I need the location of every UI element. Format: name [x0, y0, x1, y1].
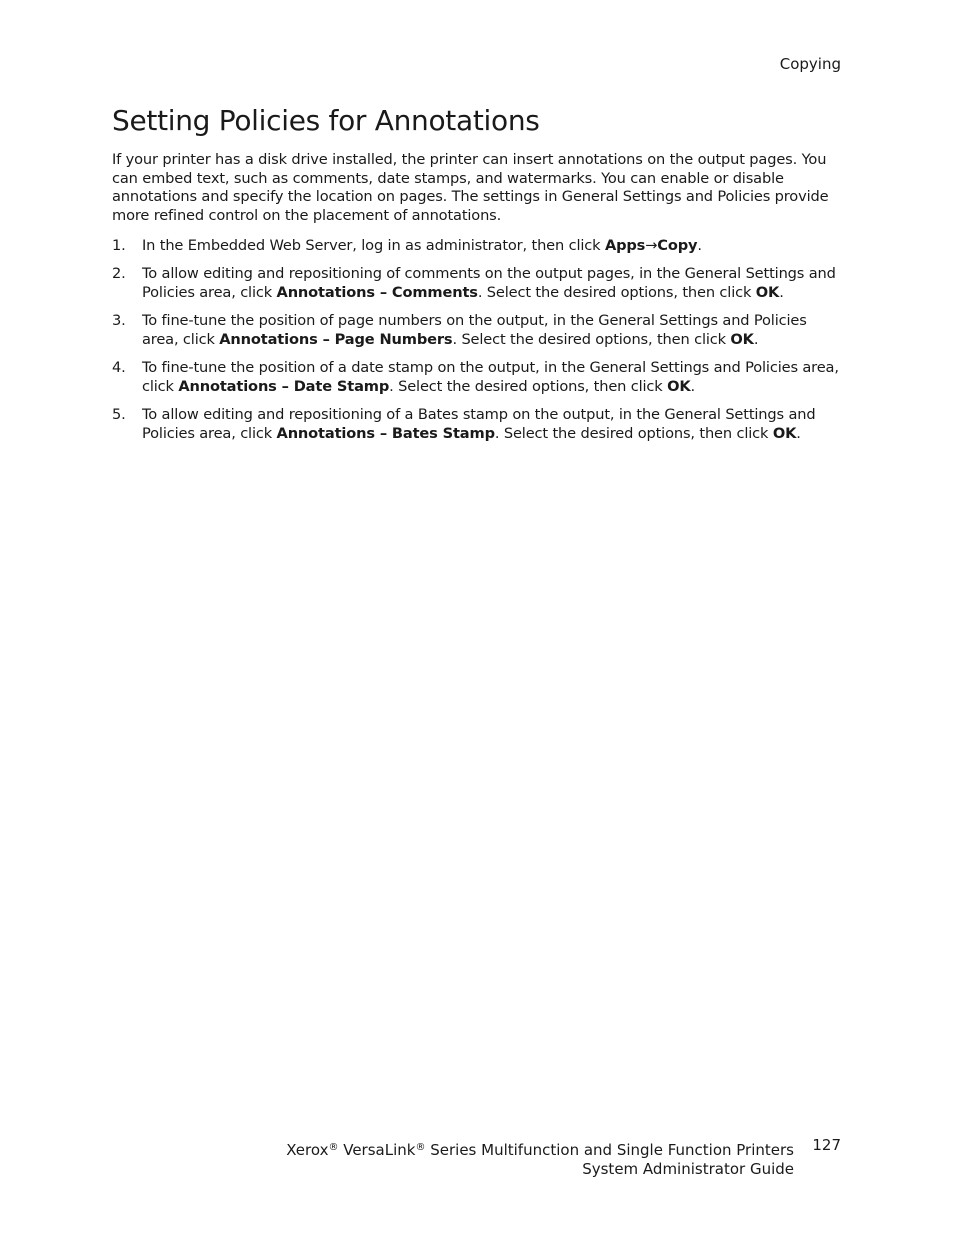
step-text-end: .: [753, 331, 759, 348]
step-setting-name: Annotations – Page Numbers: [219, 331, 453, 348]
step-ok-label: OK: [772, 425, 797, 442]
step-ok-label: OK: [730, 331, 754, 348]
footer-brand: Xerox: [286, 1141, 329, 1159]
step-number: 5.: [112, 406, 126, 424]
footer-line-1: [286, 1138, 794, 1160]
step-item: [112, 237, 847, 256]
step-text: To fine-tune the position of a date stamp on the output, in the General Settings and Policies area, click: [142, 359, 839, 395]
footer-line-2: System Administrator Guide: [582, 1160, 794, 1178]
arrow-icon: →: [645, 237, 658, 254]
page-number: 127: [812, 1136, 841, 1154]
step-text: . Select the desired options, then click: [389, 378, 668, 395]
page-title: Setting Policies for Annotations: [112, 104, 540, 137]
step-item: [112, 406, 847, 443]
step-text: . Select the desired options, then click: [494, 425, 773, 442]
footer-guide-title: [286, 1138, 794, 1179]
step-text: In the Embedded Web Server, log in as administrator, then click: [142, 237, 605, 254]
intro-paragraph: If your printer has a disk drive installed, the printer can insert annotations on the output pages. You can embed text, such as comments, date stamps, and watermarks. You can enable or disable annotations and specify the location on pages. The settings in General Settings and Policies provide more refined control on the placement of annotations.: [112, 151, 829, 225]
step-text: To fine-tune the position of page numbers on the output, in the General Settings and Policies area, click: [142, 312, 807, 348]
step-number: 3.: [112, 312, 126, 330]
step-setting-name: Annotations – Bates Stamp: [276, 425, 495, 442]
step-text: To allow editing and repositioning of comments on the output pages, in the General Settings and Policies area, click: [142, 265, 836, 301]
steps-list: [112, 237, 847, 453]
step-number: 2.: [112, 265, 126, 283]
step-text: . Select the desired options, then click: [452, 331, 731, 348]
footer-series: Series Multifunction and Single Function Printers: [425, 1141, 794, 1159]
step-text: To allow editing and repositioning of a Bates stamp on the output, in the General Settings and Policies area, click: [142, 406, 816, 442]
registered-mark: ®: [415, 1142, 426, 1153]
running-header: Copying: [779, 55, 841, 73]
step-text: . Select the desired options, then click: [477, 284, 756, 301]
step-number: 4.: [112, 359, 126, 377]
step-item: [112, 265, 847, 302]
step-text-end: .: [796, 425, 801, 442]
step-menu-copy: Copy: [657, 237, 698, 254]
step-text-end: .: [779, 284, 784, 301]
step-item: [112, 359, 847, 396]
footer-product: VersaLink: [338, 1141, 416, 1159]
step-number: 1.: [112, 237, 126, 254]
step-setting-name: Annotations – Date Stamp: [178, 378, 390, 395]
step-ok-label: OK: [667, 378, 691, 395]
step-text-end: .: [697, 237, 702, 254]
step-item: [112, 312, 847, 349]
step-menu-apps: Apps: [604, 237, 646, 254]
step-ok-label: OK: [755, 284, 780, 301]
registered-mark: ®: [328, 1142, 339, 1153]
step-text-end: .: [690, 378, 696, 395]
step-setting-name: Annotations – Comments: [276, 284, 478, 301]
